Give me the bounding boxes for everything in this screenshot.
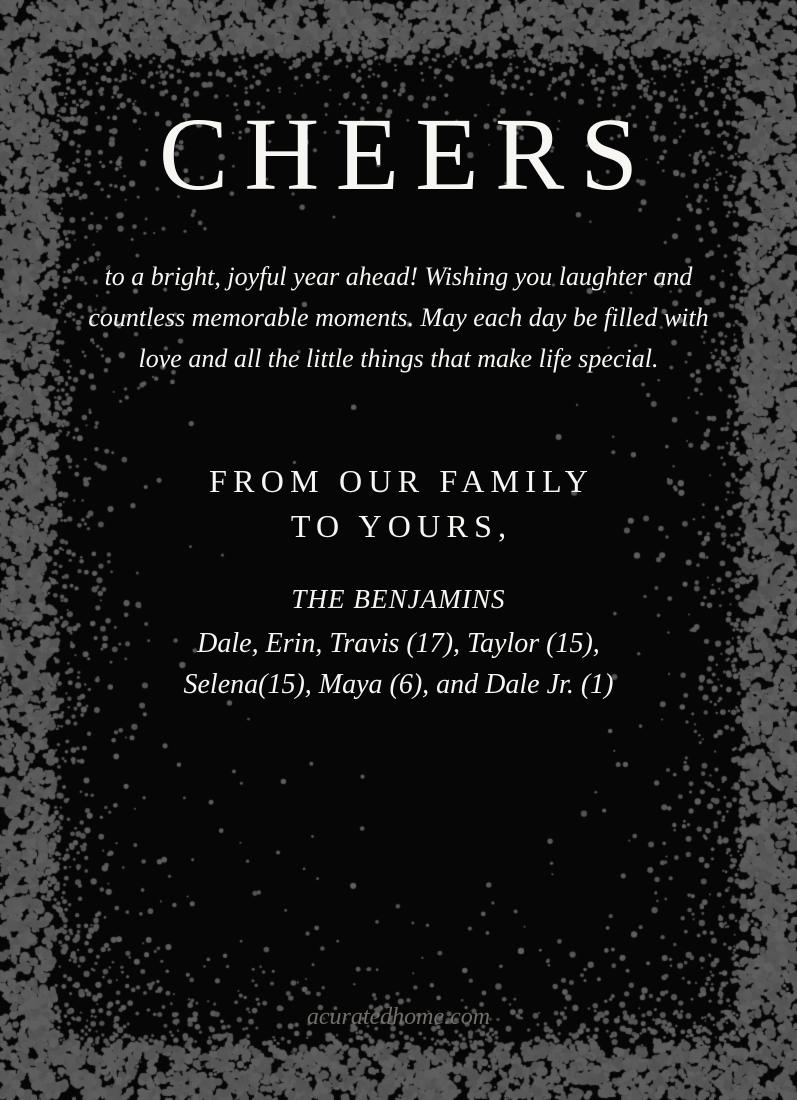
text-line: Selena(15), Maya (6), and Dale Jr. (1) [183, 669, 614, 700]
text-line: love and all the little things that make life special. [138, 344, 659, 373]
text-line: Dale, Erin, Travis (17), Taylor (15), [197, 628, 600, 659]
card-title: CHEERS [158, 97, 655, 212]
text-line: TO YOURS, [290, 508, 513, 544]
family-members [0, 623, 797, 705]
text-line: countless memorable moments. May each day be filled with [88, 303, 709, 332]
family-name: THE BENJAMINS [291, 584, 506, 614]
text-line: FROM OUR FAMILY [209, 463, 595, 499]
greeting-message [0, 256, 797, 379]
text-line: to a bright, joyful year ahead! Wishing you laughter and [104, 262, 693, 291]
salutation [0, 459, 797, 549]
website-credit: acuratedhome.com [306, 1004, 491, 1030]
